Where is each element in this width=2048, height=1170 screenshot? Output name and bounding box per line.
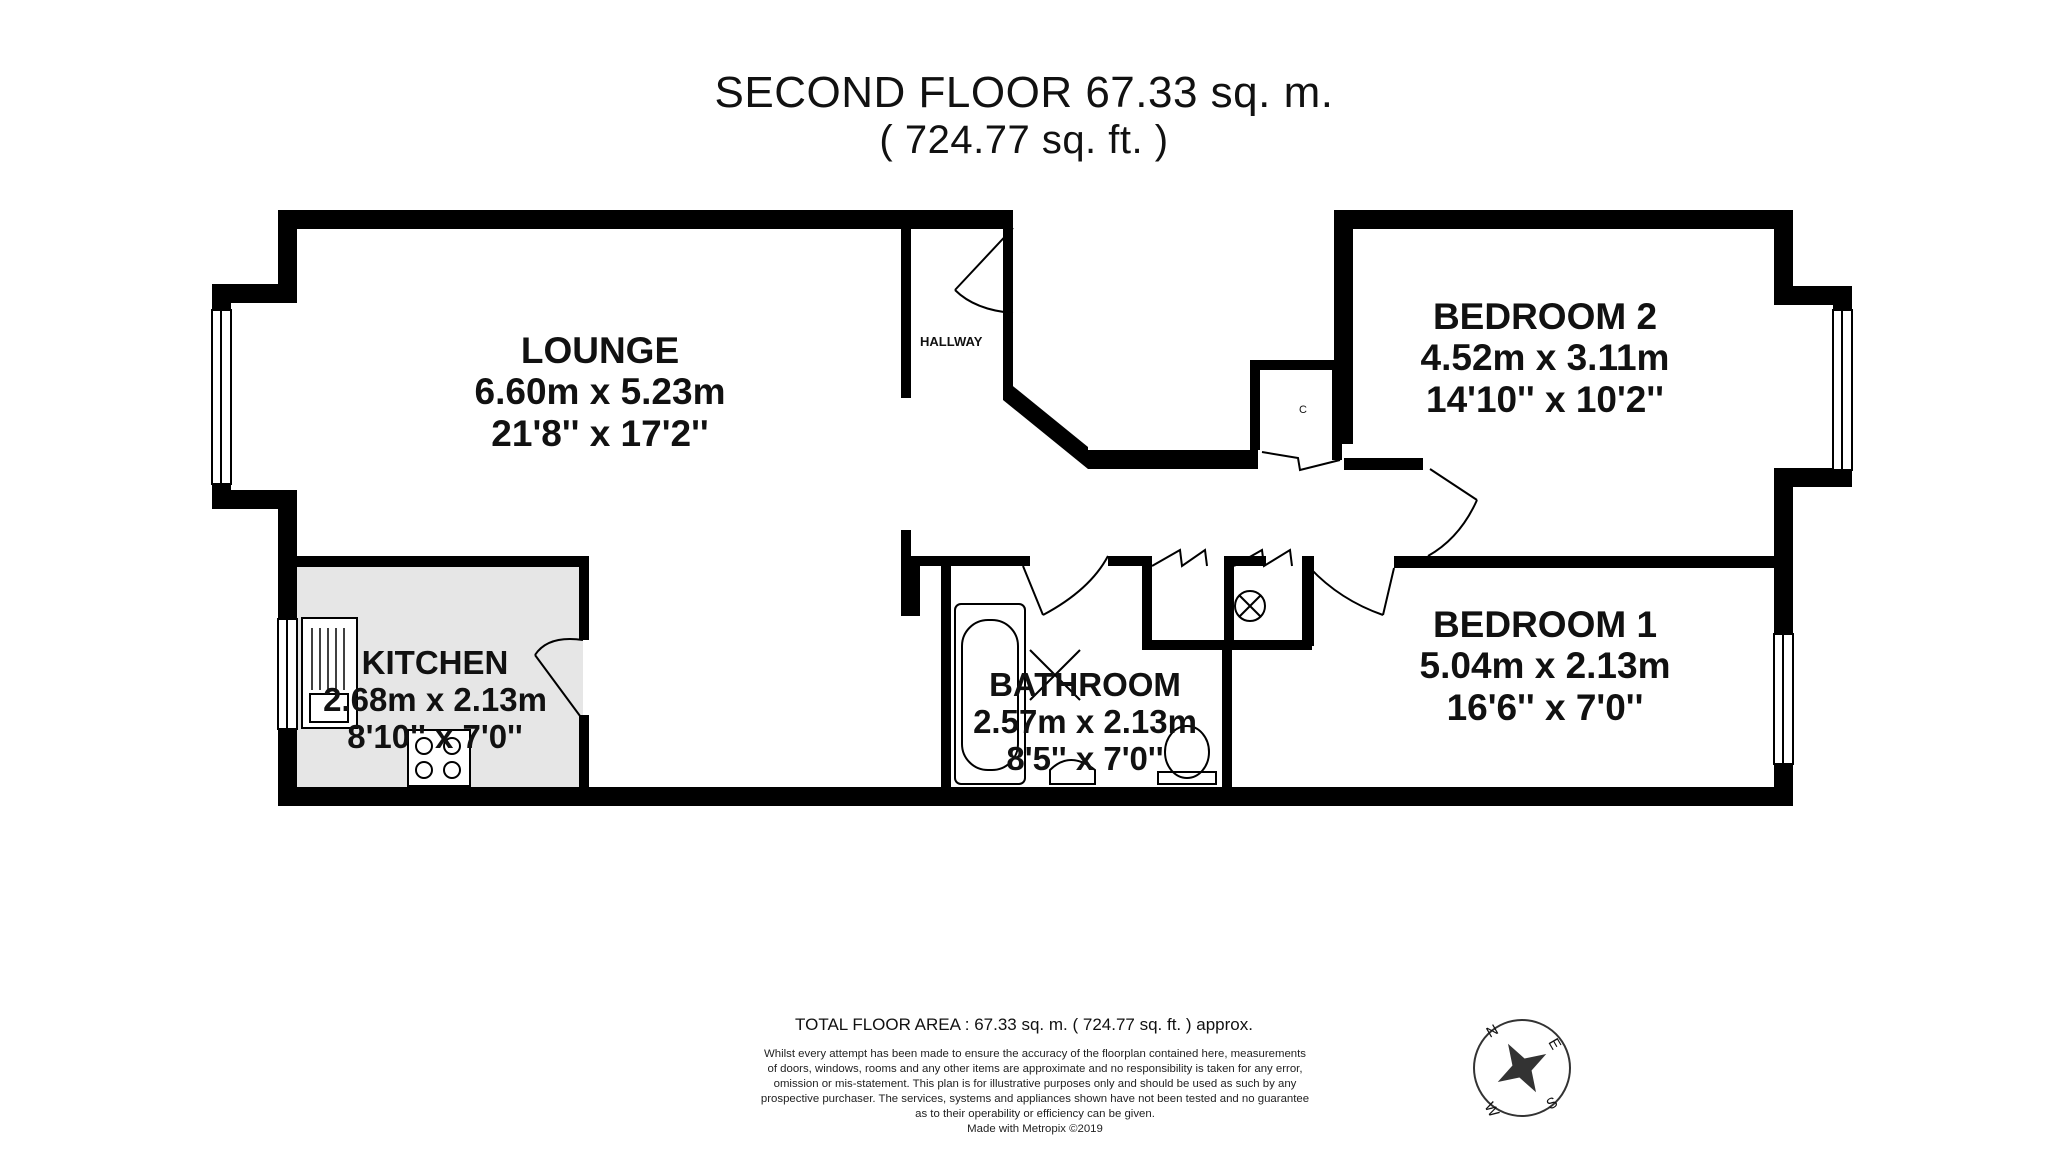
hallway-label: HALLWAY [920,334,983,349]
kitchen-metric: 2.68m x 2.13m [323,680,547,718]
compass-s: S [1543,1093,1561,1114]
lounge-label [440,330,760,454]
floor-title: SECOND FLOOR 67.33 sq. m. [714,68,1334,117]
bedroom1-name: BEDROOM 1 [1432,604,1658,645]
disclaimer-line: Whilst every attempt has been made to ensure the accuracy of the floorplan contained here, measurements [764,1048,1306,1060]
bathroom-metric: 2.57m x 2.13m [973,702,1197,740]
cupboard-label: C [1299,404,1307,416]
disclaimer-line: of doors, windows, rooms and any other items are approximate and no responsibility is taken for any error, [767,1063,1303,1075]
bedroom2-label [1385,296,1705,420]
bathroom-name: BATHROOM [989,666,1181,703]
lounge-imperial: 21'8'' x 17'2'' [491,412,709,454]
kitchen-label [290,645,580,756]
bedroom1-label [1385,604,1705,728]
disclaimer-line: omission or mis-statement. This plan is for illustrative purposes only and should be used as such by any [773,1078,1297,1090]
compass-w: W [1480,1099,1503,1121]
total-floor-area: TOTAL FLOOR AREA : 67.33 sq. m. ( 724.77 sq. ft. ) approx. [795,1015,1253,1034]
disclaimer-line: prospective purchaser. The services, systems and appliances shown have not been tested and no guarantee [760,1093,1310,1105]
compass-icon [1474,1020,1570,1121]
lounge-name: LOUNGE [520,330,680,371]
kitchen-imperial: 8'10'' x 7'0'' [347,717,523,755]
bedroom1-metric: 5.04m x 2.13m [1419,645,1671,687]
compass-e: E [1544,1035,1565,1053]
disclaimer [705,1047,1365,1137]
bathroom-imperial: 8'5'' x 7'0'' [1006,739,1164,777]
bedroom2-metric: 4.52m x 3.11m [1420,337,1670,379]
kitchen-name: KITCHEN [361,644,509,681]
compass-n: N [1483,1021,1502,1042]
disclaimer-line: as to their operability or efficiency can be given. [915,1108,1155,1120]
floor-area-subtitle: ( 724.77 sq. ft. ) [879,118,1169,162]
bedroom2-imperial: 14'10'' x 10'2'' [1426,378,1664,420]
bedroom2-name: BEDROOM 2 [1432,296,1658,337]
metropix-credit: Made with Metropix ©2019 [967,1123,1103,1135]
bathroom-label [955,667,1215,778]
bedroom1-imperial: 16'6'' x 7'0'' [1446,686,1644,728]
lounge-metric: 6.60m x 5.23m [474,371,726,413]
